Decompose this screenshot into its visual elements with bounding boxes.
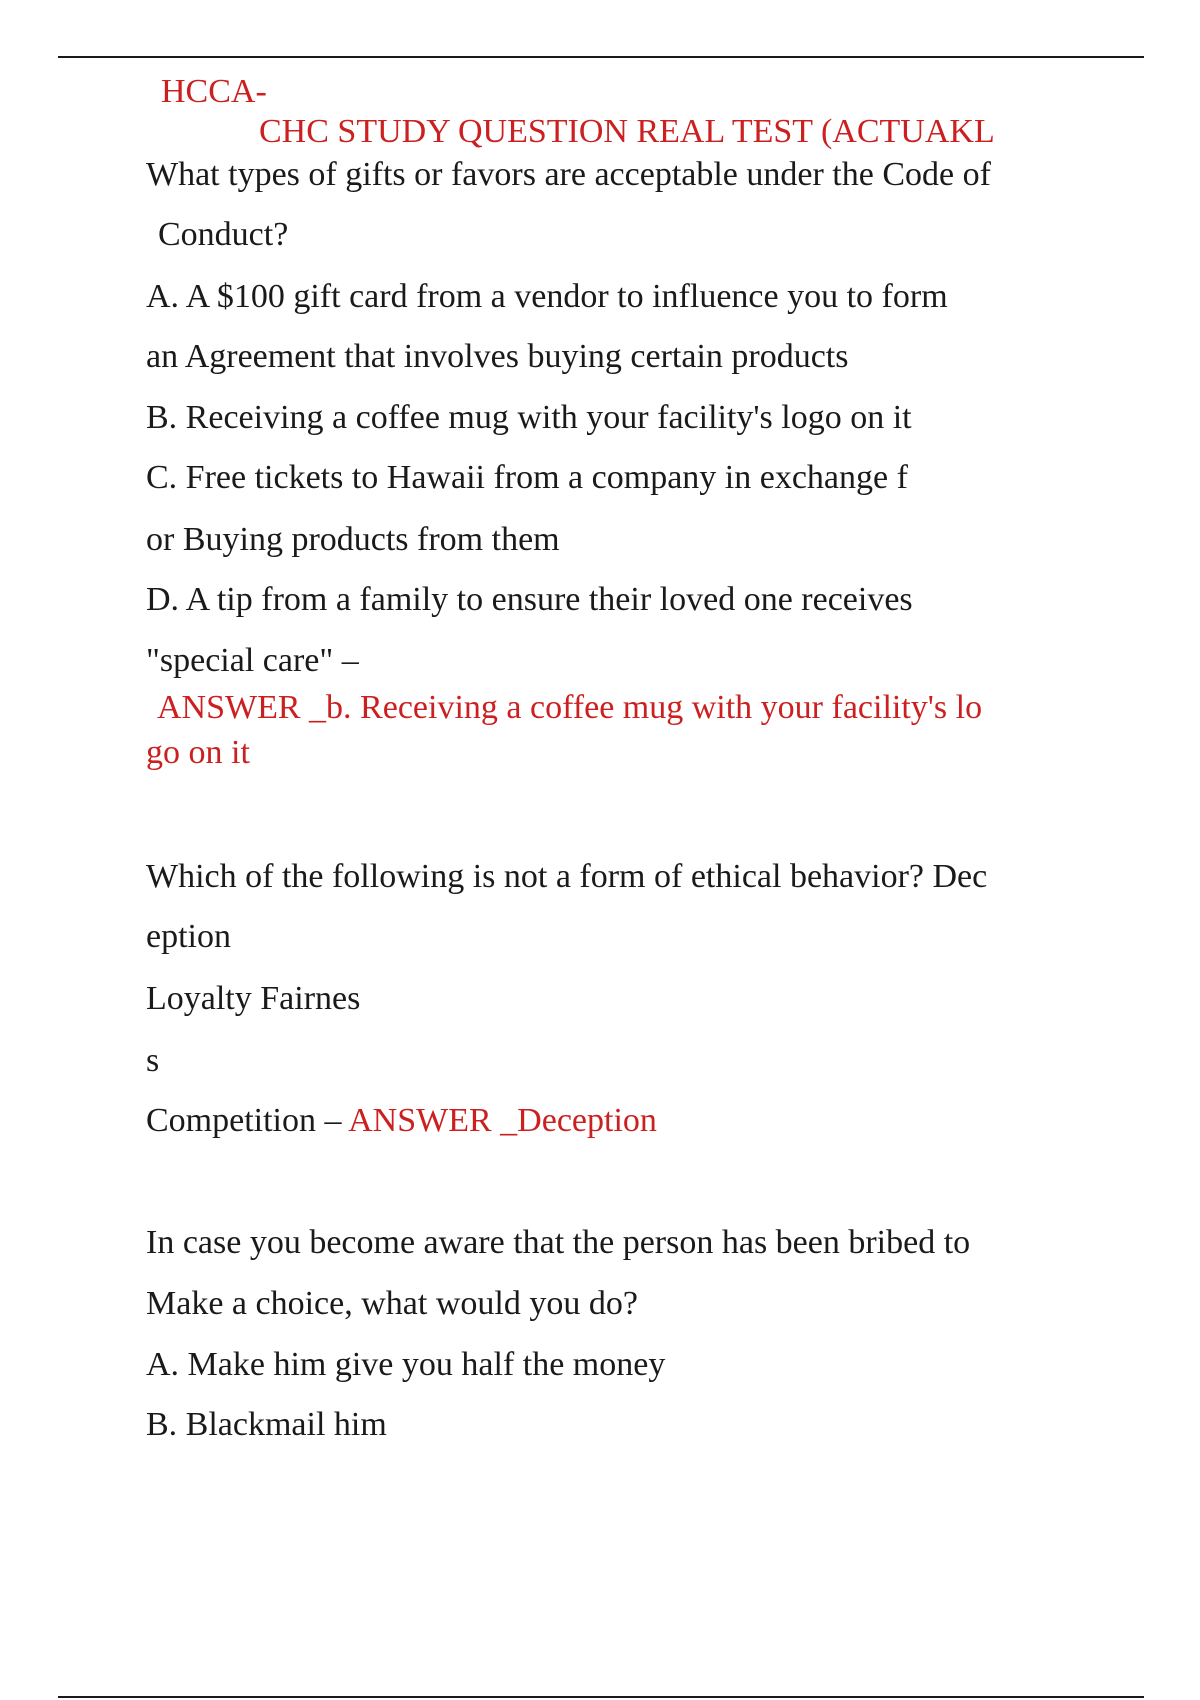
question-2-options-line-3 bbox=[146, 1101, 657, 1141]
question-1-text-line-1: What types of gifts or favors are acceptable under the Code of bbox=[146, 156, 991, 193]
question-1-option-a-line-2: an Agreement that involves buying certain products bbox=[146, 338, 849, 375]
header-line-1: HCCA- bbox=[161, 73, 267, 110]
question-1-option-d-line-1: D. A tip from a family to ensure their loved one receives bbox=[146, 581, 913, 618]
question-1-answer-line-1: ANSWER _b. Receiving a coffee mug with your facility's lo bbox=[157, 689, 983, 726]
question-2-answer: ANSWER _Deception bbox=[348, 1102, 657, 1139]
question-3-text-line-1: In case you become aware that the person has been bribed to bbox=[146, 1224, 971, 1261]
header-line-2: CHC STUDY QUESTION REAL TEST (ACTUAKL bbox=[259, 113, 995, 150]
question-2-option-competition: Competition – bbox=[146, 1102, 342, 1139]
question-1-option-d-line-2: "special care" – bbox=[146, 642, 359, 679]
question-3-text-line-2: Make a choice, what would you do? bbox=[146, 1285, 638, 1322]
question-1-option-c-line-1: C. Free tickets to Hawaii from a company in exchange f bbox=[146, 459, 908, 496]
question-2-options-line-1: Loyalty Fairnes bbox=[146, 980, 361, 1017]
question-1-option-c-line-2: or Buying products from them bbox=[146, 521, 560, 558]
question-1-option-b: B. Receiving a coffee mug with your facility's logo on it bbox=[146, 399, 912, 436]
question-1-text-line-2: Conduct? bbox=[158, 216, 289, 253]
question-3-option-b: B. Blackmail him bbox=[146, 1406, 387, 1443]
question-2-options-line-2: s bbox=[146, 1042, 160, 1079]
question-3-option-a: A. Make him give you half the money bbox=[146, 1346, 666, 1383]
question-1-option-a-line-1: A. A $100 gift card from a vendor to influence you to form bbox=[146, 278, 948, 315]
question-2-text-line-1: Which of the following is not a form of ethical behavior? Dec bbox=[146, 858, 988, 895]
top-rule bbox=[58, 56, 1144, 58]
question-1-answer-line-2: go on it bbox=[146, 734, 250, 771]
question-2-text-line-2: eption bbox=[146, 918, 231, 955]
bottom-rule bbox=[58, 1696, 1144, 1698]
